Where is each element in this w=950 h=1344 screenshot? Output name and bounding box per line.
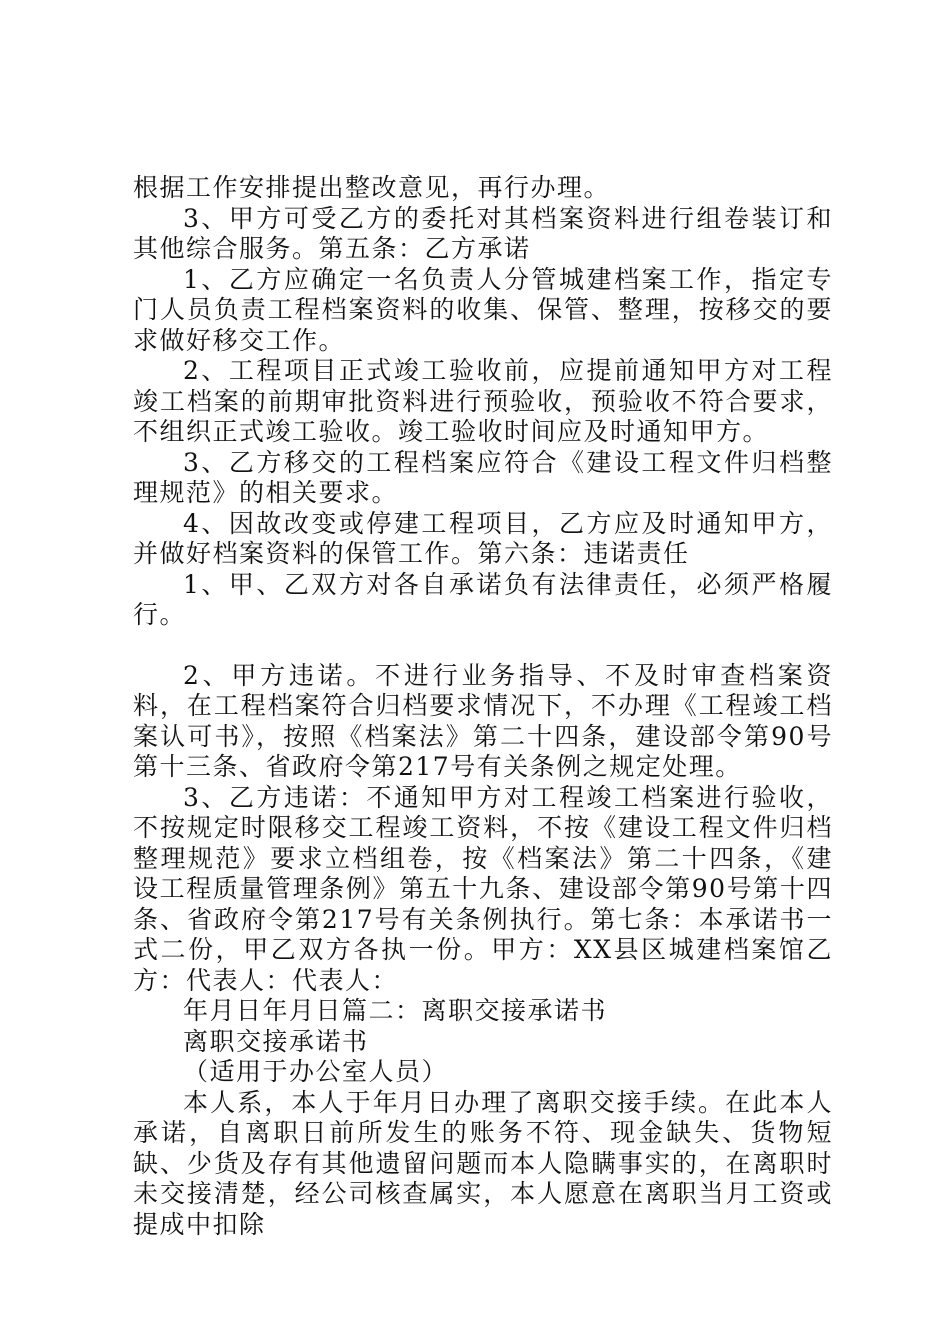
paragraph-legal-responsibility: 1、甲、乙双方对各自承诺负有法律责任，必须严格履行。 xyxy=(133,569,833,629)
paragraph-archive-standard: 3、乙方移交的工程档案应符合《建设工程文件归档整理规范》的相关要求。 xyxy=(133,447,833,507)
paragraph-project-change: 4、因故改变或停建工程项目，乙方应及时通知甲方，并做好档案资料的保管工作。第六条：违诺责任 xyxy=(133,508,833,568)
paragraph-resignation-commitment: 本人系，本人于年月日办理了离职交接手续。在此本人承诺，自离职日前所发生的账务不符、现金缺失、货物短缺、少货及存有其他遗留问题而本人隐瞒事实的，在离职时未交接清楚，经公司核查属实，本人愿意在离职当月工资或提成中扣除 xyxy=(133,1087,833,1239)
document-body xyxy=(133,173,833,1240)
paragraph-party-b-breach: 3、乙方违诺：不通知甲方对工程竣工档案进行验收，不按规定时限移交工程竣工资料，不按《建设工程文件归档整理规范》要求立档组卷，按《档案法》第二十四条，《建设工程质量管理条例》第五十九条、建设部令第90号第十四条、省政府令第217号有关条例执行。第七条：本承诺书一式二份，甲乙双方各执一份。甲方：XX县区城建档案馆乙方：代表人：代表人： xyxy=(133,782,833,995)
paragraph-party-b-responsible-person: 1、乙方应确定一名负责人分管城建档案工作，指定专门人员负责工程档案资料的收集、保管、整理，按移交的要求做好移交工作。 xyxy=(133,264,833,355)
section-subtitle: （适用于办公室人员） xyxy=(183,1057,449,1086)
paragraph-rectification: 根据工作安排提出整改意见，再行办理。 xyxy=(133,173,611,202)
paragraph-pre-acceptance: 2、工程项目正式竣工验收前，应提前通知甲方对工程竣工档案的前期审批资料进行预验收，预验收不符合要求，不组织正式竣工验收。竣工验收时间应及时通知甲方。 xyxy=(133,356,833,446)
paragraph-party-a-service: 3、甲方可受乙方的委托对其档案资料进行组卷装订和其他综合服务。第五条：乙方承诺 xyxy=(133,203,833,263)
paragraph-party-a-breach: 2、甲方违诺。不进行业务指导、不及时审查档案资料，在工程档案符合归档要求情况下，不办理《工程竣工档案认可书》，按照《档案法》第二十四条，建设部令第90号第十三条、省政府令第217号有关条例之规定处理。 xyxy=(133,660,833,781)
paragraph-date-and-title: 年月日年月日篇二：离职交接承诺书 xyxy=(183,996,608,1025)
section-title: 离职交接承诺书 xyxy=(183,1026,369,1056)
